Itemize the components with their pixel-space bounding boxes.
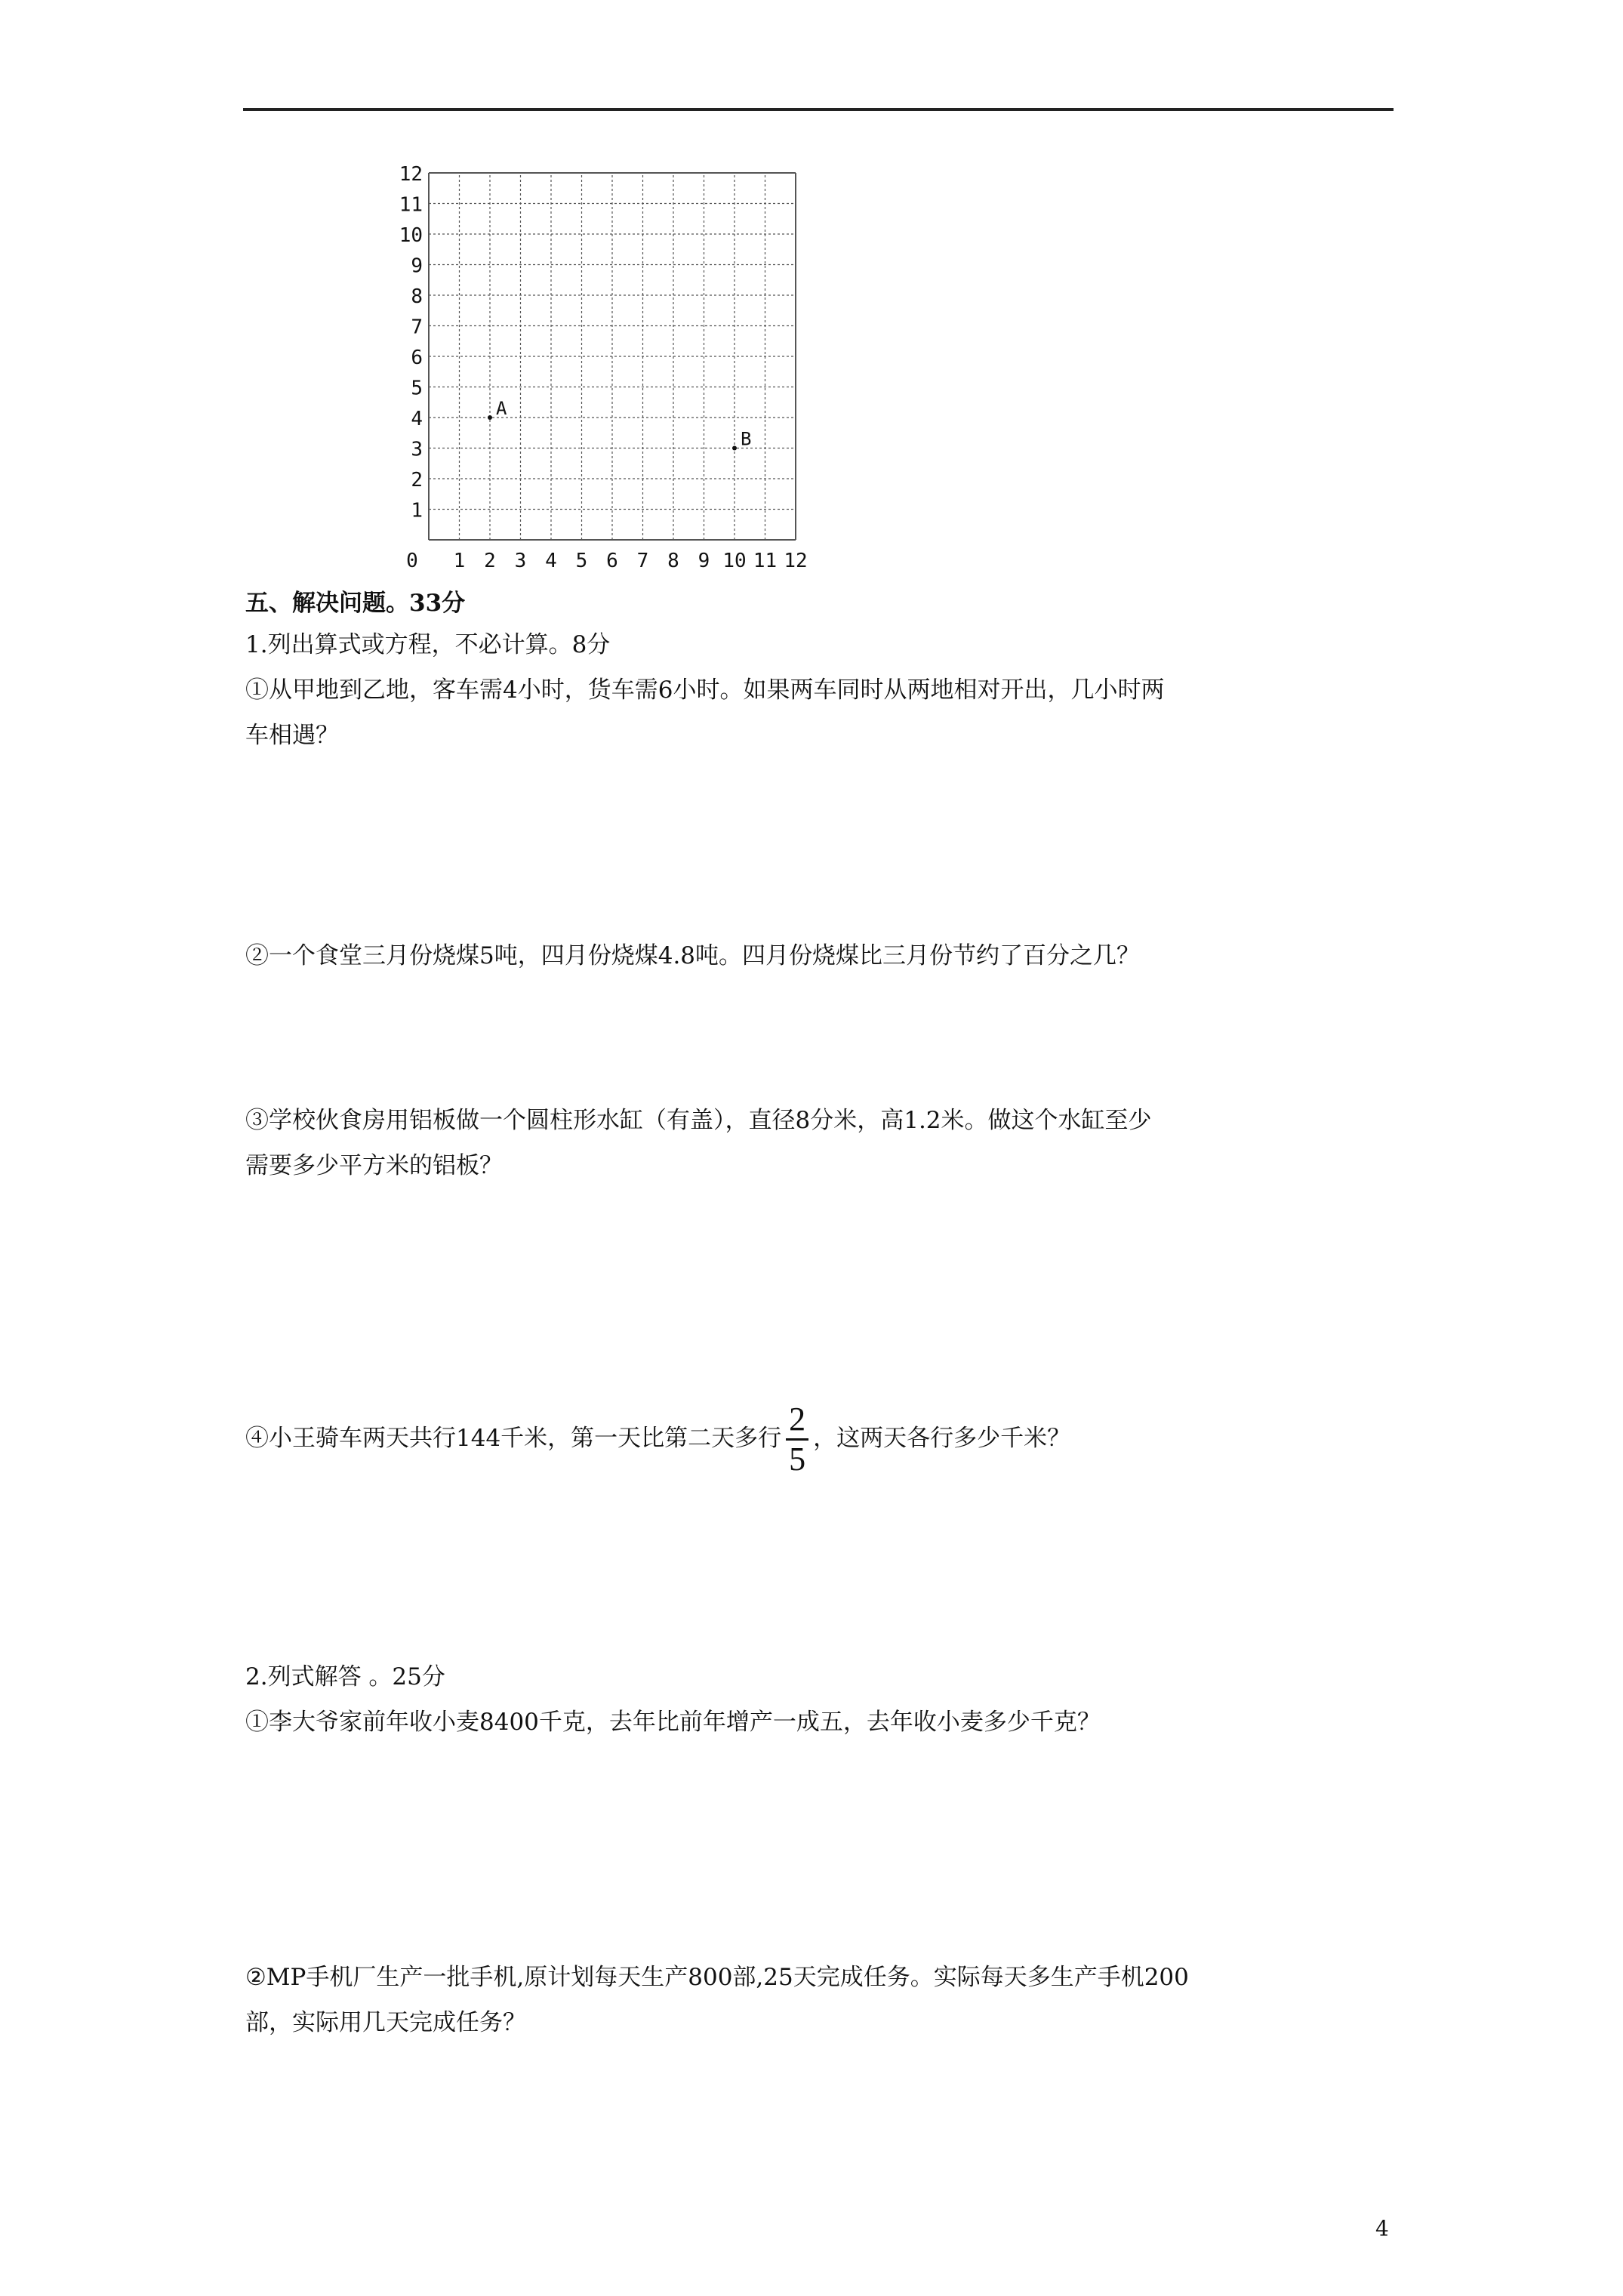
- y-tick-label: 7: [411, 316, 423, 339]
- question-1-3-line2: 需要多少平方米的铝板？: [245, 1152, 503, 1179]
- question-1-2: ②一个食堂三月份烧煤5吨，四月份烧煤4.8吨。四月份烧煤比三月份节约了百分之几？: [245, 942, 1141, 969]
- point-a: [488, 415, 492, 420]
- part1-title: 1.列出算式或方程，不必计算。8分: [245, 631, 611, 658]
- question-1-3-line1: ③学校伙食房用铝板做一个圆柱形水缸（有盖），直径8分米，高1.2米。做这个水缸至少: [245, 1107, 1152, 1134]
- point-label-a: A: [496, 398, 507, 419]
- question-1-4-text: ④小王骑车两天共行144千米，第一天比第二天多行: [245, 1425, 782, 1452]
- x-tick-label: 2: [484, 550, 496, 572]
- question-1-1-line2: 车相遇？: [245, 722, 339, 749]
- y-tick-label: 4: [411, 408, 423, 430]
- y-tick-label: 6: [411, 347, 423, 369]
- x-tick-label: 4: [545, 550, 557, 572]
- y-tick-label: 9: [411, 254, 423, 278]
- fraction: [786, 1403, 808, 1476]
- question-2-1: ①李大爷家前年收小麦8400千克，去年比前年增产一成五，去年收小麦多少千克？: [245, 1709, 1101, 1736]
- x-tick-label: 6: [606, 550, 618, 572]
- x-tick-label: 12: [784, 550, 808, 572]
- y-tick-label: 11: [399, 193, 423, 217]
- fraction-numerator: 2: [789, 1401, 806, 1438]
- question-1-1-line1: ①从甲地到乙地，客车需4小时，货车需6小时。如果两车同时从两地相对开出，几小时两: [245, 676, 1165, 704]
- y-tick-label: 12: [399, 163, 423, 186]
- x-tick-label: 7: [636, 550, 649, 572]
- y-tick-label: 3: [411, 438, 423, 461]
- x-tick-label: 5: [575, 550, 588, 572]
- point-b: [732, 446, 737, 451]
- header-rule: [243, 108, 1394, 111]
- part2-title: 2.列式解答 。25分: [245, 1663, 445, 1690]
- question-1-4: [245, 1397, 1070, 1480]
- x-tick-label: 10: [722, 550, 747, 572]
- page-number: 4: [1375, 2216, 1389, 2241]
- y-tick-label: 10: [399, 224, 423, 247]
- y-tick-label: 2: [411, 469, 423, 492]
- x-tick-label: 0: [406, 550, 418, 572]
- section-title: 五、解决问题。33分: [245, 590, 466, 617]
- question-2-2-line1: ②MP手机厂生产一批手机,原计划每天生产800部,25天完成任务。实际每天多生产手机200: [245, 1964, 1189, 1991]
- x-tick-label: 11: [753, 550, 778, 572]
- point-label-b: B: [741, 428, 752, 450]
- x-tick-label: 9: [698, 550, 710, 572]
- y-tick-label: 8: [411, 285, 423, 308]
- y-tick-label: 1: [411, 499, 423, 522]
- x-tick-label: 1: [453, 550, 466, 572]
- question-2-2-line2: 部，实际用几天完成任务？: [245, 2009, 526, 2036]
- y-tick-label: 5: [411, 377, 423, 400]
- question-1-4-text-end: ，这两天各行多少千米？: [813, 1425, 1071, 1452]
- coordinate-grid: [393, 163, 815, 572]
- fraction-denominator: 5: [789, 1441, 806, 1478]
- x-tick-label: 3: [514, 550, 527, 572]
- x-tick-label: 8: [667, 550, 679, 572]
